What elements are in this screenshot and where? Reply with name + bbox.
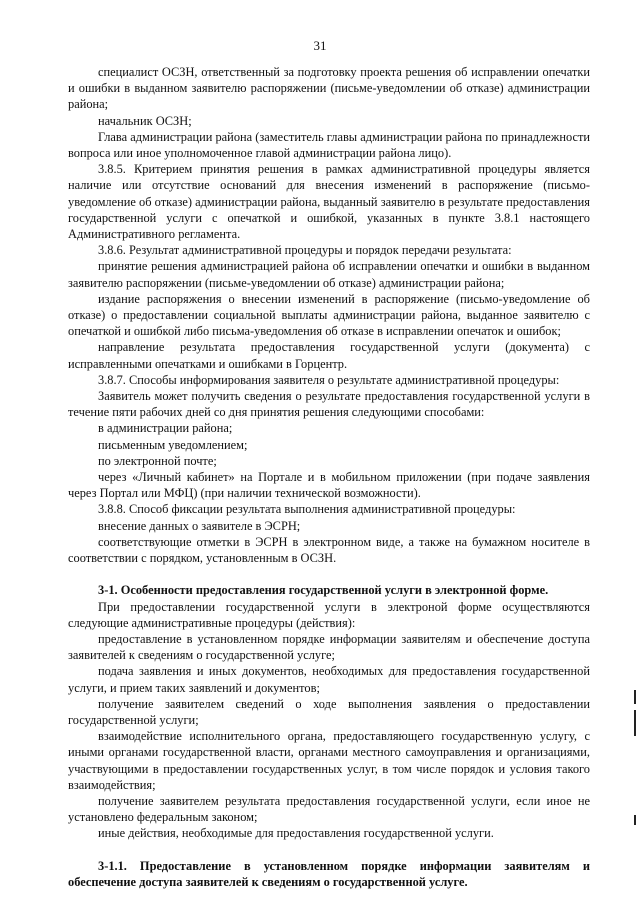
paragraph: 3.8.5. Критерием принятия решения в рамках административной процедуры является наличие или отсутствие оснований для внесения изменений в распоряжение (письмо-уведомление об отказе) администрации района, выданный заявителю в результате предоставления государственной услуги с опечаткой и ошибкой, указанных в пункте 3.8.1 настоящего Административного регламента.	[68, 162, 590, 242]
paragraph: 3.8.6. Результат административной процедуры и порядок передачи результата:	[98, 243, 512, 258]
paragraph: издание распоряжения о внесении изменений в распоряжение (письмо-уведомление об отказе) о предоставлении социальной выплаты администрации района, выданное заявителю с опечаткой и ошибкой либо письма-уведомления об отказе в исправлении опечаток и ошибок;	[68, 291, 590, 339]
paragraph: 3.8.8. Способ фиксации результата выполнения административной процедуры:	[98, 502, 516, 517]
document-body	[68, 64, 590, 890]
paragraph: Глава администрации района (заместитель главы администрации района по принадлежности вопроса или иное уполномоченное главой администрации района лицо).	[68, 129, 590, 161]
paragraph: специалист ОСЗН, ответственный за подготовку проекта решения об исправлении опечатки и ошибки в выданном заявителю распоряжении (письме-уведомлении об отказе) администрации района;	[68, 65, 590, 112]
paragraph: по электронной почте;	[98, 453, 217, 468]
paragraph: направление результата предоставления государственной услуги (документа) с исправленными опечатками и ошибками в Горцентр.	[68, 340, 590, 371]
paragraph: получение заявителем сведений о ходе выполнения заявления о предоставлении государственной услуги;	[68, 696, 590, 727]
paragraph: предоставление в установленном порядке информации заявителям и обеспечение доступа заявителей к сведениям о государственной услуге;	[68, 631, 590, 663]
paragraph: подача заявления и иных документов, необходимых для предоставления государственной услуги, и прием таких заявлений и документов;	[68, 664, 590, 695]
paragraph: 3.8.7. Способы информирования заявителя о результате административной процедуры:	[98, 372, 560, 387]
paragraph: соответствующие отметки в ЭСРН в электронном виде, а также на бумажном носителе в соответствии с порядком, установленным в ОСЗН.	[68, 534, 590, 566]
paragraph: через «Личный кабинет» на Портале и в мобильном приложении (при подаче заявления через Портал или МФЦ) (при наличии технической возможности).	[68, 470, 590, 501]
scan-edge-mark	[634, 710, 636, 736]
paragraph: взаимодействие исполнительного органа, предоставляющего государственную услугу, с иными органами государственной власти, органами местного самоуправления и организациями, участвующими в предоставлении государственных услуг, в том числе порядок и условия такого взаимодействия;	[68, 729, 590, 792]
section-heading: 3-1.1. Предоставление в установленном порядке информации заявителям и обеспечение доступа заявителей к сведениям о государственной услуге.	[68, 858, 590, 889]
paragraph: письменным уведомлением;	[98, 437, 248, 452]
paragraph: внесение данных о заявителе в ЭСРН;	[98, 518, 301, 533]
paragraph: принятие решения администрацией района об исправлении опечатки и ошибки в выданном заявителю распоряжении (письме-уведомлении об отказе) администрации района;	[68, 259, 590, 290]
scan-edge-mark	[634, 815, 636, 825]
paragraph: При предоставлении государственной услуги в электроной форме осуществляются следующие административные процедуры (действия):	[68, 599, 590, 630]
paragraph: Заявитель может получить сведения о результате предоставления государственной услуги в течение пяти рабочих дней со дня принятия решения следующими способами:	[68, 389, 590, 420]
paragraph: иные действия, необходимые для предоставления государственной услуги.	[98, 826, 494, 841]
paragraph: получение заявителем результата предоставления государственной услуги, если иное не установлено федеральным законом;	[68, 793, 590, 825]
section-heading: 3-1. Особенности предоставления государственной услуги в электронной форме.	[98, 583, 549, 598]
page-number: 31	[313, 38, 327, 53]
scan-edge-mark	[634, 690, 636, 704]
paragraph: в администрации района;	[98, 421, 233, 436]
paragraph: начальник ОСЗН;	[98, 113, 192, 128]
